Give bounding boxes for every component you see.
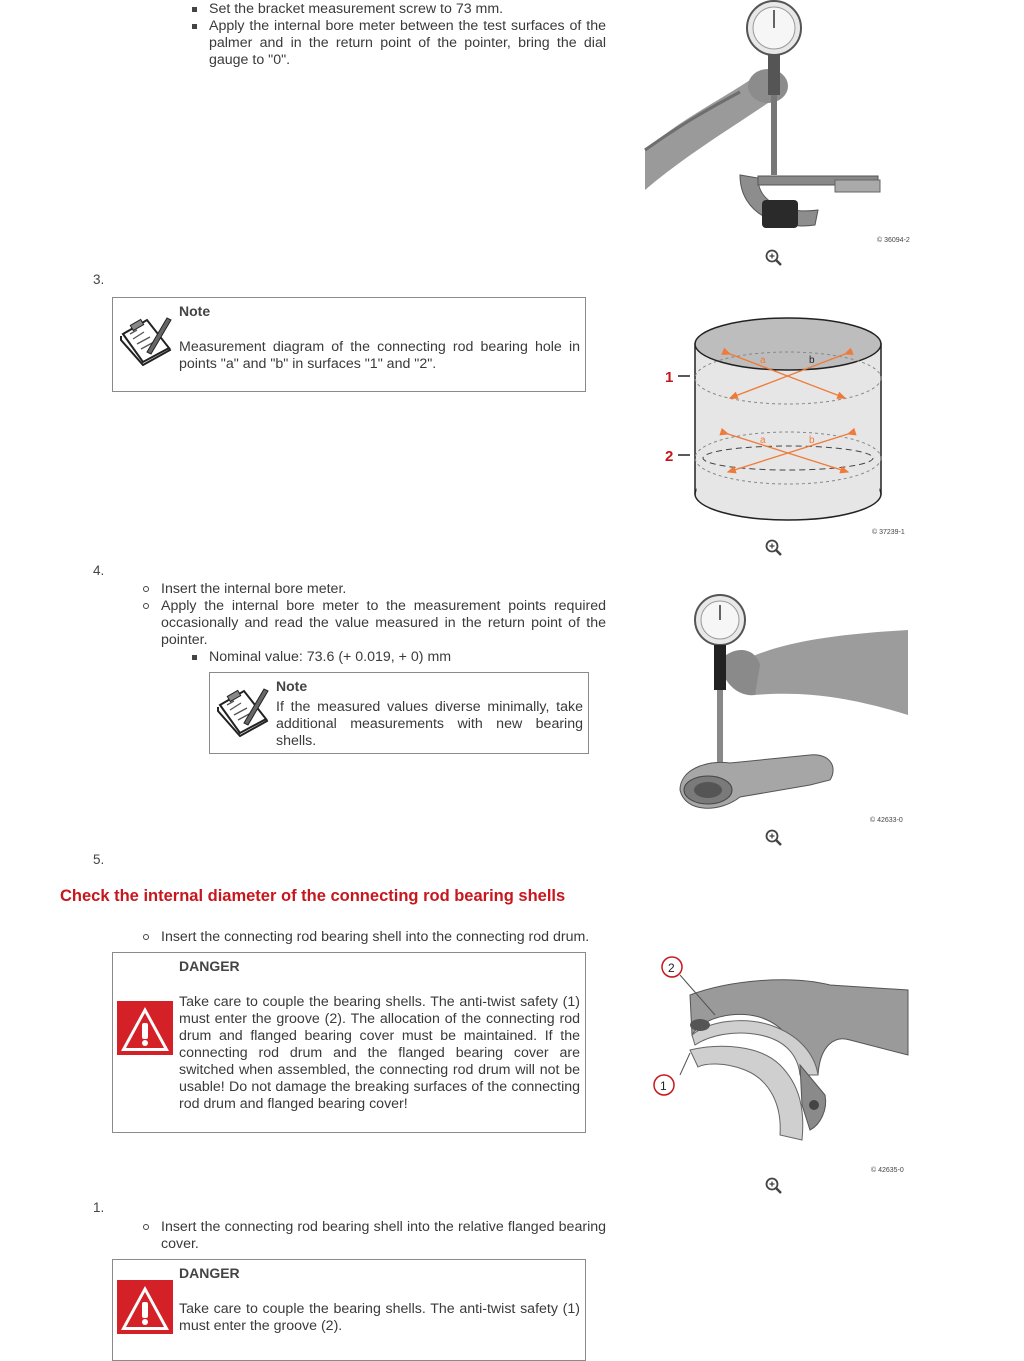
note-box [209, 672, 589, 754]
danger-box [112, 1259, 586, 1361]
surface-label-1: 1 [665, 369, 674, 386]
nominal-value-text: Nominal value: 73.6 (+ 0.019, + 0) mm [209, 649, 452, 665]
zoom-magnifier-icon[interactable] [764, 828, 784, 848]
list-item-text: Insert the connecting rod bearing shell into the connecting rod drum. [161, 929, 590, 945]
note-text: If the measured values diverse minimally, take additional measurements with new bearing shells. [276, 699, 583, 749]
note-text: Measurement diagram of the connecting rod bearing hole in points "a" and "b" in surfaces "1" and "2". [179, 339, 580, 372]
list-item-text: Insert the internal bore meter. [161, 581, 347, 597]
list-item-text: Insert the connecting rod bearing shell into the relative flanged bearing cover. [161, 1219, 606, 1252]
circle-bullet-icon [143, 1224, 149, 1230]
conrod-bearing-shell-image [650, 935, 912, 1175]
step-number: 3. [93, 272, 105, 287]
label-b: b [809, 355, 815, 366]
list-item [161, 1219, 606, 1253]
danger-warning-icon [117, 1280, 173, 1334]
image-credit: © 36094-2 [877, 237, 910, 244]
danger-warning-icon [117, 1001, 173, 1055]
bore-meter-calibration-image [640, 0, 910, 248]
circle-bullet-icon [143, 603, 149, 609]
danger-text: Take care to couple the bearing shells. The anti-twist safety (1) must enter the groove (2). [179, 1301, 580, 1334]
bullet-item [209, 18, 606, 69]
sub-list-item [209, 649, 606, 666]
danger-title: DANGER [179, 958, 240, 974]
danger-title: DANGER [179, 1265, 240, 1281]
note-clipboard-icon [117, 312, 173, 366]
note-box [112, 297, 586, 392]
note-title: Note [179, 303, 211, 319]
danger-box [112, 952, 586, 1133]
list-item [161, 598, 606, 649]
section-heading: Check the internal diameter of the connecting rod bearing shells [60, 887, 566, 905]
measurement-diagram [650, 310, 910, 540]
callout-1: 1 [660, 1079, 667, 1093]
bore-meter-conrod-image [660, 585, 910, 830]
step-number: 4. [93, 563, 105, 578]
square-bullet-icon [192, 7, 197, 12]
surface-label-2: 2 [665, 448, 674, 465]
label-b: b [809, 435, 815, 446]
zoom-magnifier-icon[interactable] [764, 538, 784, 558]
bullet-text: Apply the internal bore meter between the test surfaces of the palmer and in the return point of the pointer, bring the dial gauge to "0". [209, 18, 606, 68]
callout-2: 2 [668, 961, 675, 975]
step-number: 1. [93, 1200, 105, 1215]
circle-bullet-icon [143, 934, 149, 940]
note-title: Note [276, 678, 308, 694]
image-credit: © 37239-1 [872, 529, 905, 536]
list-item [161, 929, 606, 946]
square-bullet-icon [192, 655, 197, 660]
image-credit: © 42633-0 [870, 817, 903, 824]
list-item [161, 581, 606, 598]
label-a: a [760, 355, 766, 366]
zoom-magnifier-icon[interactable] [764, 1176, 784, 1196]
circle-bullet-icon [143, 586, 149, 592]
note-clipboard-icon [214, 683, 270, 737]
bullet-text: Set the bracket measurement screw to 73 mm. [209, 1, 504, 17]
step-number: 5. [93, 852, 105, 867]
square-bullet-icon [192, 24, 197, 29]
image-credit: © 42635-0 [871, 1167, 904, 1174]
list-item-text: Apply the internal bore meter to the measurement points required occasionally and read the value measured in the return point of the pointer. [161, 598, 606, 648]
label-a: a [760, 435, 766, 446]
bullet-item [209, 1, 606, 18]
zoom-magnifier-icon[interactable] [764, 248, 784, 268]
danger-text: Take care to couple the bearing shells. The anti-twist safety (1) must enter the groove (2). The allocation of the connecting rod drum and flanged bearing cover must be maintained. If the connecting rod drum and the flanged bearing cover are switched when assembled, the connecting rod drum will not be usable! Do not damage the breaking surfaces of the connecting rod drum and flanged bearing cover! [179, 994, 580, 1112]
